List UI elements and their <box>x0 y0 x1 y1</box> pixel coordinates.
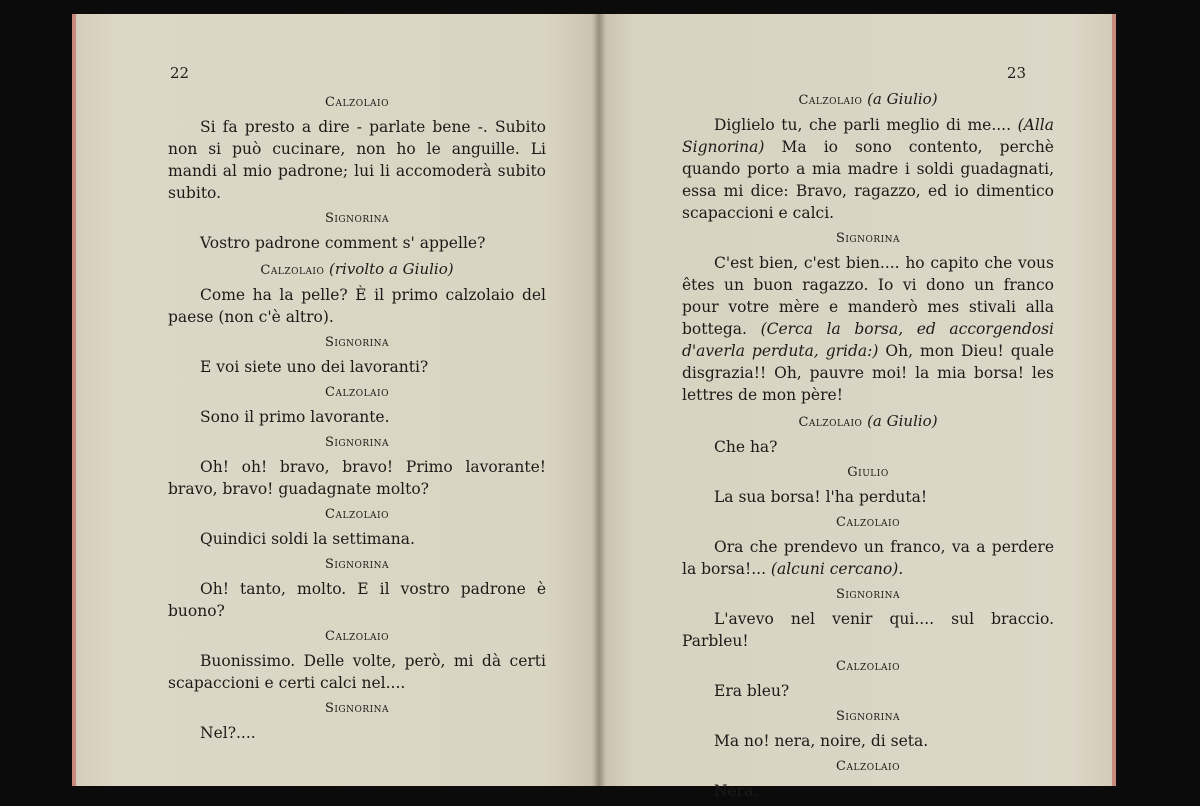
dialogue-text: Che ha? <box>714 438 778 456</box>
dialogue-text: Ora che prendevo un franco, va a perdere la borsa!... <box>682 538 1054 578</box>
right-page <box>598 14 1116 800</box>
page-number: 22 <box>170 64 190 82</box>
speaker-heading <box>682 656 1054 678</box>
dialogue-line <box>682 730 1054 752</box>
stage-direction: (alcuni cercano). <box>770 560 904 578</box>
stage-direction: (Alla Signorina) <box>682 116 1054 156</box>
speaker-heading <box>168 698 546 720</box>
dialogue-text: Diglielo tu, che parli meglio di me.... <box>714 116 1018 134</box>
speaker-name: Calzolaio <box>325 95 389 110</box>
dialogue-text: Ma no! nera, noire, di seta. <box>714 732 929 750</box>
page-text <box>168 90 546 748</box>
dialogue-line: Come ha la pelle? È il primo calzolaio del paese (non c'è altro). <box>168 286 546 326</box>
stage-direction: (a Giulio) <box>867 412 938 430</box>
speaker-heading <box>682 706 1054 728</box>
book-gutter <box>592 14 606 786</box>
dialogue-line <box>682 436 1054 458</box>
dialogue-line: E voi siete uno dei lavoranti? <box>200 358 429 376</box>
speaker-name: Signorina <box>324 435 390 450</box>
dialogue-line: Vostro padrone comment s' appelle? <box>200 234 486 252</box>
dialogue-line: Buonissimo. Delle volte, però, mi dà certi scapaccioni e certi calci nel.... <box>168 652 546 692</box>
speaker-heading <box>682 462 1054 484</box>
speaker-heading <box>168 504 546 526</box>
speaker-heading <box>168 626 546 648</box>
stage-direction: (Cerca la borsa, ed accorgendosi d'averla perduta, grida:) <box>682 320 1054 360</box>
stage-direction: (rivolto a Giulio) <box>329 260 454 278</box>
speaker-name: Calzolaio <box>325 507 389 522</box>
speaker-heading <box>168 554 546 576</box>
speaker-name: Signorina <box>835 709 901 724</box>
speaker-name: Calzolaio <box>836 759 900 774</box>
speaker-heading <box>168 258 546 282</box>
page-text <box>682 86 1054 806</box>
speaker-heading <box>682 584 1054 606</box>
speaker-name: Calzolaio <box>798 415 863 430</box>
dialogue-line <box>682 536 1054 580</box>
speaker-name: Signorina <box>324 701 390 716</box>
dialogue-line: Sono il primo lavorante. <box>200 408 390 426</box>
speaker-heading <box>168 92 546 114</box>
speaker-heading <box>168 382 546 404</box>
dialogue-line <box>682 114 1054 224</box>
dialogue-line <box>682 252 1054 406</box>
speaker-heading <box>168 432 546 454</box>
dialogue-text: C'est bien, c'est bien.... ho capito che vous êtes un buon ragazzo. Io vi dono un franco pour votre mère e manderò mes stivali alla bottega. <box>682 254 1054 338</box>
speaker-heading <box>682 410 1054 434</box>
open-book <box>72 14 1116 800</box>
dialogue-line <box>682 486 1054 508</box>
speaker-name: Calzolaio <box>836 515 900 530</box>
speaker-heading <box>682 228 1054 250</box>
speaker-name: Calzolaio <box>798 93 863 108</box>
dialogue-text: La sua borsa! l'ha perduta! <box>714 488 928 506</box>
speaker-name: Signorina <box>324 335 390 350</box>
dialogue-line: Oh! oh! bravo, bravo! Primo lavorante! bravo, bravo! guadagnate molto? <box>168 458 546 498</box>
page-number: 23 <box>1006 64 1026 82</box>
dialogue-text: Era bleu? <box>714 682 790 700</box>
left-page <box>72 14 598 786</box>
dialogue-line: Oh! tanto, molto. E il vostro padrone è buono? <box>168 580 546 620</box>
dialogue-text: Nera. <box>714 782 759 800</box>
dialogue-text: L'avevo nel venir qui.... sul braccio. Parbleu! <box>682 610 1054 650</box>
dialogue-text: Ma io sono contento, perchè quando porto a mia madre i soldi guadagnati, essa mi dice: Bravo, ragazzo, ed io dimentico scapaccioni e calci. <box>682 138 1054 222</box>
speaker-heading <box>682 756 1054 778</box>
dialogue-line <box>682 608 1054 652</box>
dialogue-line <box>682 780 1054 802</box>
speaker-name: Signorina <box>324 557 390 572</box>
dialogue-line: Nel?.... <box>200 724 256 742</box>
speaker-heading <box>682 512 1054 534</box>
speaker-name: Giulio <box>847 465 889 480</box>
speaker-heading <box>168 208 546 230</box>
speaker-name: Calzolaio <box>260 263 325 278</box>
dialogue-line: Si fa presto a dire - parlate bene -. Subito non si può cucinare, non ho le anguille. Li mandi al mio padrone; lui li accomoderà subito subito. <box>168 118 546 202</box>
stage-direction: (a Giulio) <box>867 90 938 108</box>
speaker-heading <box>168 332 546 354</box>
speaker-name: Calzolaio <box>325 629 389 644</box>
dialogue-line: Quindici soldi la settimana. <box>200 530 415 548</box>
dialogue-line <box>682 680 1054 702</box>
dialogue-text: Oh, mon Dieu! quale disgrazia!! Oh, pauvre moi! la mia borsa! les lettres de mon père! <box>682 342 1054 404</box>
speaker-name: Signorina <box>835 587 901 602</box>
speaker-name: Calzolaio <box>836 659 900 674</box>
speaker-name: Signorina <box>835 231 901 246</box>
speaker-heading <box>682 88 1054 112</box>
speaker-name: Signorina <box>324 211 390 226</box>
speaker-name: Calzolaio <box>325 385 389 400</box>
